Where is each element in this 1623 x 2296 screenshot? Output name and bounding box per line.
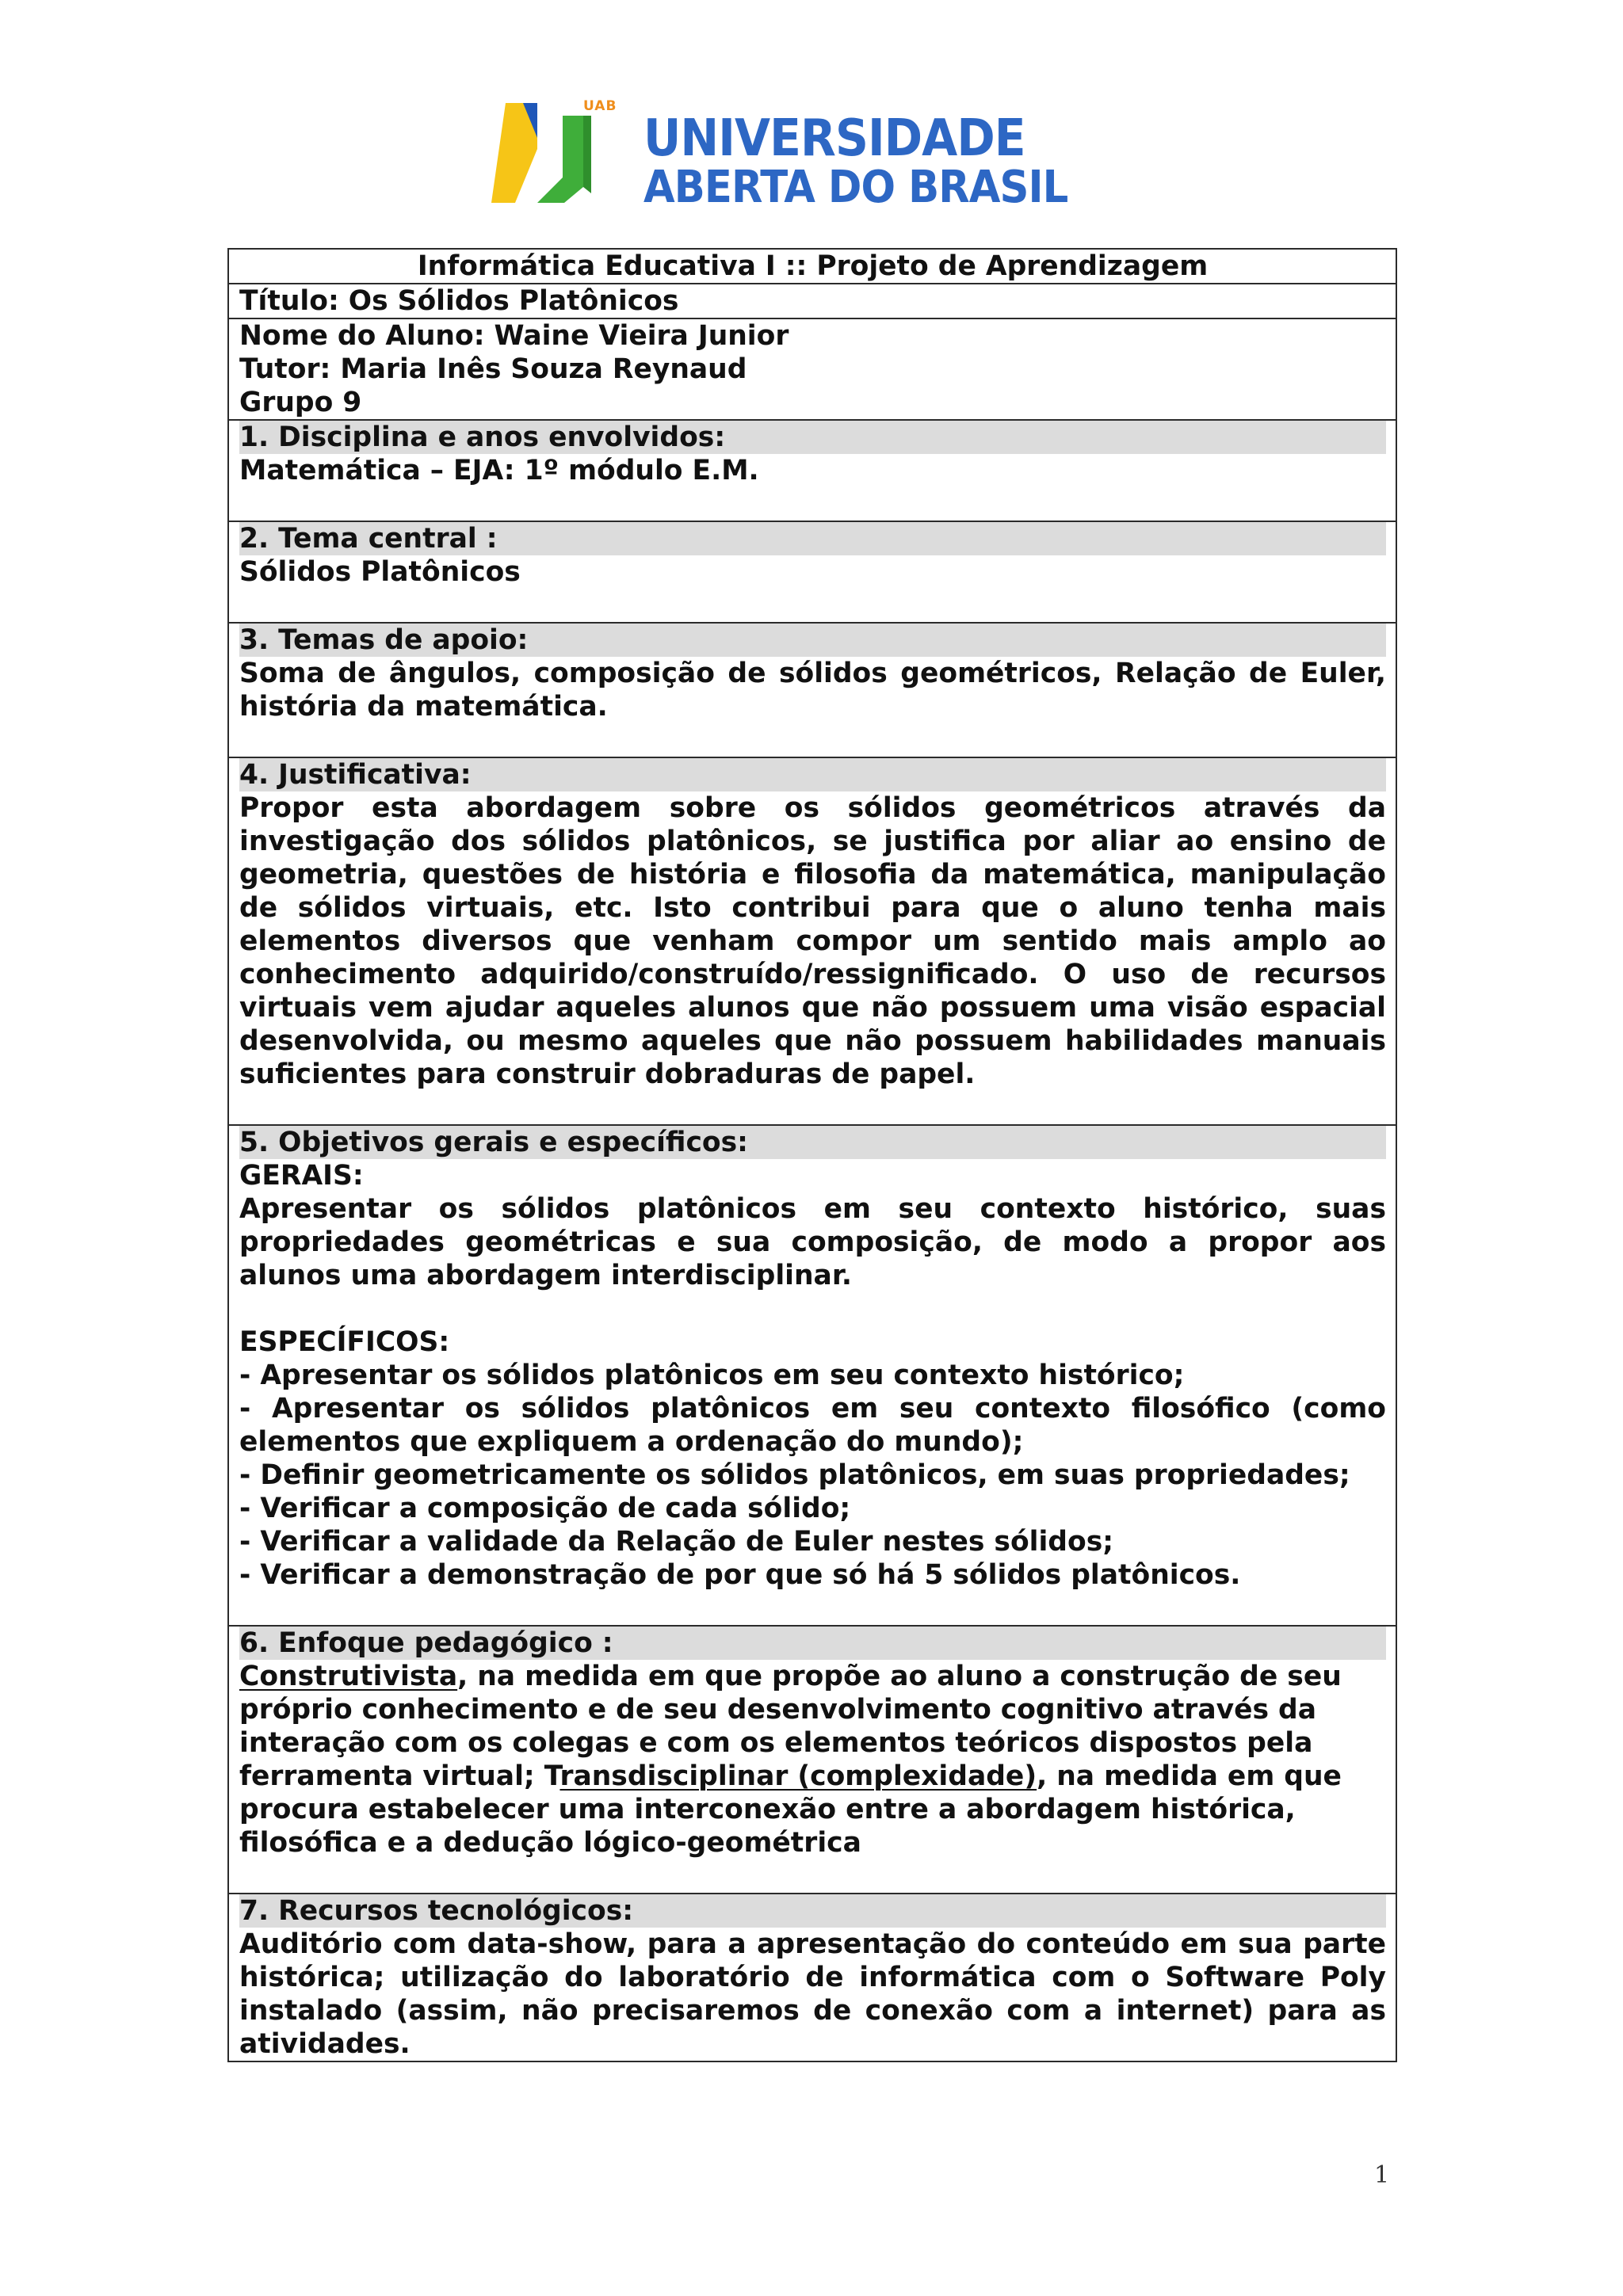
uab-logo <box>491 93 1094 212</box>
term-transdisciplinar: ransdisciplinar (complexidade) <box>559 1760 1037 1792</box>
section-heading: 3. Temas de apoio: <box>239 624 1386 657</box>
section-heading: 4. Justificativa: <box>239 758 1386 791</box>
section-justificativa <box>229 757 1396 1124</box>
specific-objective-item: - Verificar a composição de cada sólido; <box>239 1493 851 1524</box>
page-number: 1 <box>1374 2161 1390 2189</box>
general-objectives-label: GERAIS: <box>239 1160 364 1192</box>
term-construtivista: Construtivista <box>239 1661 458 1692</box>
section-heading: 7. Recursos tecnológicos: <box>239 1894 1386 1928</box>
section-objetivos <box>229 1124 1396 1625</box>
section-heading: 2. Tema central : <box>239 522 1386 555</box>
section-body: Sólidos Platônicos <box>239 556 521 588</box>
section-heading: 6. Enfoque pedagógico : <box>239 1627 1386 1660</box>
student-name: Nome do Aluno: Waine Vieira Junior <box>239 320 789 352</box>
section-body: Matemática – EJA: 1º módulo E.M. <box>239 455 759 486</box>
section-enfoque <box>229 1625 1396 1893</box>
section-body: Auditório com data-show, para a apresentação do conteúdo em sua parte histórica; utilização do laboratório de informática com o Software Poly instalado (assim, não precisaremos de conexão com a internet) para as atividades. <box>239 1928 1386 2060</box>
specific-objective-item: - Apresentar os sólidos platônicos em seu contexto filosófico (como elementos que expliquem a ordenação do mundo); <box>239 1393 1386 1458</box>
specific-objective-item: - Definir geometricamente os sólidos platônicos, em suas propriedades; <box>239 1459 1350 1491</box>
section-heading: 5. Objetivos gerais e específicos: <box>239 1126 1386 1159</box>
project-title: Título: Os Sólidos Platônicos <box>239 285 679 317</box>
specific-objective-item: - Verificar a demonstração de por que só há 5 sólidos platônicos. <box>239 1559 1241 1591</box>
tutor-name: Tutor: Maria Inês Souza Reynaud <box>239 353 747 385</box>
specific-objective-item: - Verificar a validade da Relação de Euler nestes sólidos; <box>239 1526 1114 1558</box>
section-body <box>239 1660 1386 1859</box>
title-row <box>229 283 1396 318</box>
course-header-row <box>229 250 1396 283</box>
people-row <box>229 318 1396 419</box>
logo-title-line2: ABERTA DO BRASIL <box>643 162 1068 213</box>
uab-logo-mark <box>491 93 642 212</box>
group-number: Grupo 9 <box>239 387 362 418</box>
logo-title-line1: UNIVERSIDADE <box>643 109 1025 168</box>
section-body: Soma de ângulos, composição de sólidos geométricos, Relação de Euler, história da matemática. <box>239 658 1386 723</box>
section-heading: 1. Disciplina e anos envolvidos: <box>239 421 1386 454</box>
project-table <box>227 248 1397 2062</box>
specific-objective-item: - Apresentar os sólidos platônicos em seu contexto histórico; <box>239 1360 1185 1391</box>
section-disciplina <box>229 419 1396 521</box>
section-temas-apoio <box>229 622 1396 757</box>
section-recursos <box>229 1893 1396 2061</box>
section-body: Propor esta abordagem sobre os sólidos geométricos através da investigação dos sólidos platônicos, se justifica por aliar ao ensino de geometria, questões de história e filosofia da matemática, manipulação de sólidos virtuais, etc. Isto contribui para que o aluno tenha mais elementos diversos que venham compor um sentido mais amplo ao conhecimento adquirido/construído/ressignificado. O uso de recursos virtuais vem ajudar aqueles alunos que não possuem uma visão espacial desenvolvida, ou mesmo aqueles que não possuem habilidades manuais suficientes para construir dobraduras de papel. <box>239 792 1386 1090</box>
section-tema-central <box>229 521 1396 622</box>
specific-objectives-label: ESPECÍFICOS: <box>239 1326 450 1358</box>
course-title: Informática Educativa I :: Projeto de Aprendizagem <box>417 250 1209 282</box>
enfoque-text-1: , na medida em que propõe ao aluno a construção de seu próprio conhecimento e de seu desenvolvimento cognitivo através da interação com os colegas e com os elementos teóricos dispostos pela ferramenta virtual; T <box>239 1661 1342 1792</box>
enfoque-text-2: , na medida em que procura estabelecer uma interconexão entre a abordagem histórica, filosófica e a dedução lógico-geométrica <box>239 1760 1342 1859</box>
general-objectives-body: Apresentar os sólidos platônicos em seu contexto histórico, suas propriedades geométricas e sua composição, de modo a propor aos alunos uma abordagem interdisciplinar. <box>239 1193 1386 1291</box>
logo-small-text: UAB <box>583 98 617 114</box>
